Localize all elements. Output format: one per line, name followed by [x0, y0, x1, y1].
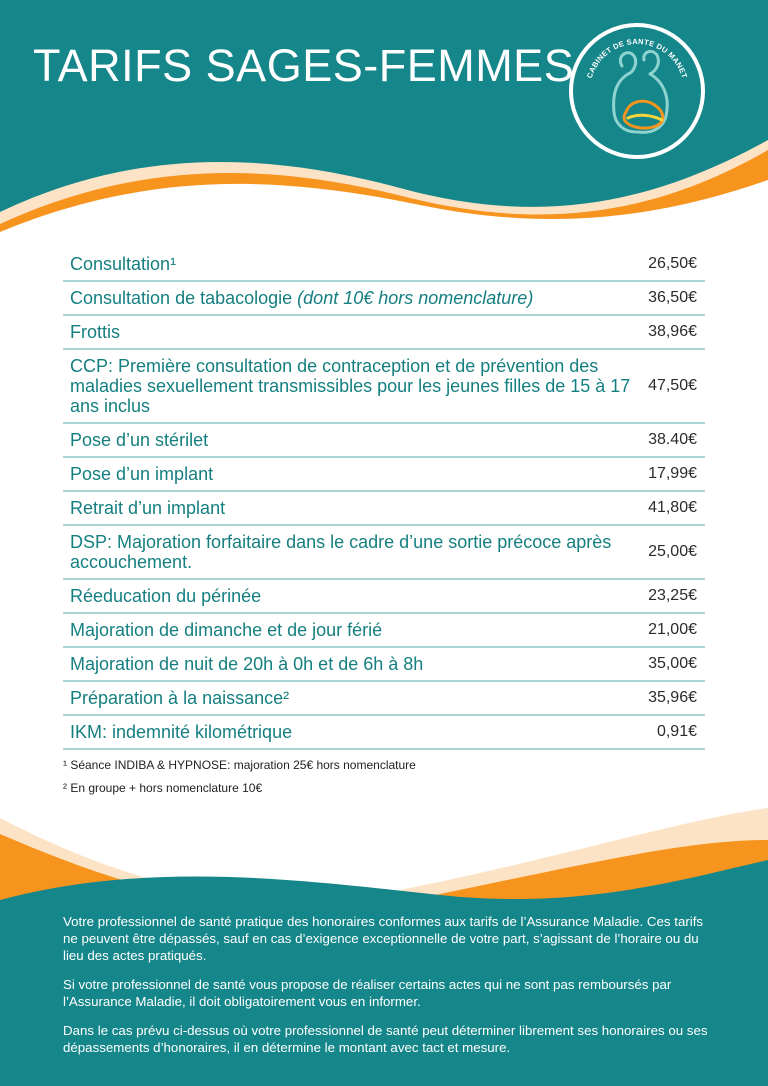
- tarif-label: IKM: indemnité kilométrique: [70, 722, 293, 742]
- tarif-label-cell: [63, 613, 641, 647]
- tarif-label-cell: [63, 525, 641, 579]
- tarif-label-cell: [63, 579, 641, 613]
- tarif-price: 35,96€: [641, 681, 705, 715]
- tarif-label-cell: [63, 681, 641, 715]
- page-title: TARIFS SAGES-FEMMES: [33, 40, 575, 91]
- tarif-price: 0,91€: [641, 715, 705, 749]
- tarif-label-cell: [63, 248, 641, 281]
- tarif-row: [63, 525, 705, 579]
- tarif-note: (dont 10€ hors nomenclature): [297, 288, 534, 308]
- tarif-price: 41,80€: [641, 491, 705, 525]
- tarif-label-cell: [63, 491, 641, 525]
- cabinet-logo: [566, 20, 708, 162]
- tarif-label: Majoration de dimanche et de jour férié: [70, 620, 383, 640]
- tarif-label: Préparation à la naissance²: [70, 688, 290, 708]
- tarif-label-cell: [63, 349, 641, 423]
- tarifs-table: [63, 248, 705, 750]
- tarif-price: 36,50€: [641, 281, 705, 315]
- tarif-row: [63, 457, 705, 491]
- tarif-price: 26,50€: [641, 248, 705, 281]
- tarif-row: [63, 423, 705, 457]
- tarif-label: DSP: Majoration forfaitaire dans le cadre d’une sortie précoce après accouchement.: [70, 532, 612, 572]
- tarif-label-cell: [63, 715, 641, 749]
- tarif-row: [63, 681, 705, 715]
- tarif-price: 38.40€: [641, 423, 705, 457]
- tarifs-table-body: [63, 248, 705, 749]
- tarif-row: [63, 613, 705, 647]
- info-paragraph-1: Votre professionnel de santé pratique des honoraires conformes aux tarifs de l’Assurance Maladie. Ces tarifs ne peuvent être dépassés, sauf en cas d’exigence exceptionnelle de votre part, s’agissant de l’horaire ou du lieu des actes pratiqués.: [63, 914, 704, 963]
- tarif-label: CCP: Première consultation de contraception et de prévention des maladies sexuellement transmissibles pour les jeunes filles de 15 à 17 ans inclus: [70, 356, 631, 416]
- tarif-row: [63, 315, 705, 349]
- tarif-price: 47,50€: [641, 349, 705, 423]
- tarif-price: 21,00€: [641, 613, 705, 647]
- tarif-label: Majoration de nuit de 20h à 0h et de 6h à 8h: [70, 654, 424, 674]
- tarif-row: [63, 647, 705, 681]
- tarif-label: Pose d’un stérilet: [70, 430, 209, 450]
- tarif-label: Pose d’un implant: [70, 464, 214, 484]
- tarif-label-cell: [63, 315, 641, 349]
- tarif-label: Consultation¹: [70, 254, 177, 274]
- info-paragraph-2: Si votre professionnel de santé vous propose de réaliser certains actes qui ne sont pas remboursés par l’Assurance Maladie, il doit obligatoirement vous en informer.: [63, 977, 672, 1009]
- tarif-price: 25,00€: [641, 525, 705, 579]
- tarif-price: 17,99€: [641, 457, 705, 491]
- tarif-row: [63, 248, 705, 281]
- tarif-label: Retrait d’un implant: [70, 498, 226, 518]
- tarif-row: [63, 579, 705, 613]
- footnote-2: ² En groupe + hors nomenclature 10€: [63, 781, 263, 795]
- tarif-row: [63, 281, 705, 315]
- tarif-price: 35,00€: [641, 647, 705, 681]
- logo-text: CABINET DE SANTE DU MANET: [584, 36, 690, 80]
- tarif-price: 38,96€: [641, 315, 705, 349]
- tarif-label-cell: [63, 647, 641, 681]
- tarif-label-cell: [63, 281, 641, 315]
- tarif-price: 23,25€: [641, 579, 705, 613]
- footnote-1: ¹ Séance INDIBA & HYPNOSE: majoration 25€ hors nomenclature: [63, 758, 416, 772]
- info-paragraph-3: Dans le cas prévu ci-dessus où votre professionnel de santé peut déterminer librement ses honoraires ou ses dépassements d’honoraires, il en détermine le montant avec tact et mesure.: [63, 1023, 708, 1055]
- tarif-label-cell: [63, 457, 641, 491]
- info-block: [63, 913, 713, 1068]
- tarif-label: Réeducation du périnée: [70, 586, 262, 606]
- tarif-row: [63, 349, 705, 423]
- tarif-label: Frottis: [70, 322, 121, 342]
- tarif-row: [63, 491, 705, 525]
- tarif-label: Consultation de tabacologie: [70, 288, 298, 308]
- tarif-label-cell: [63, 423, 641, 457]
- tarif-row: [63, 715, 705, 749]
